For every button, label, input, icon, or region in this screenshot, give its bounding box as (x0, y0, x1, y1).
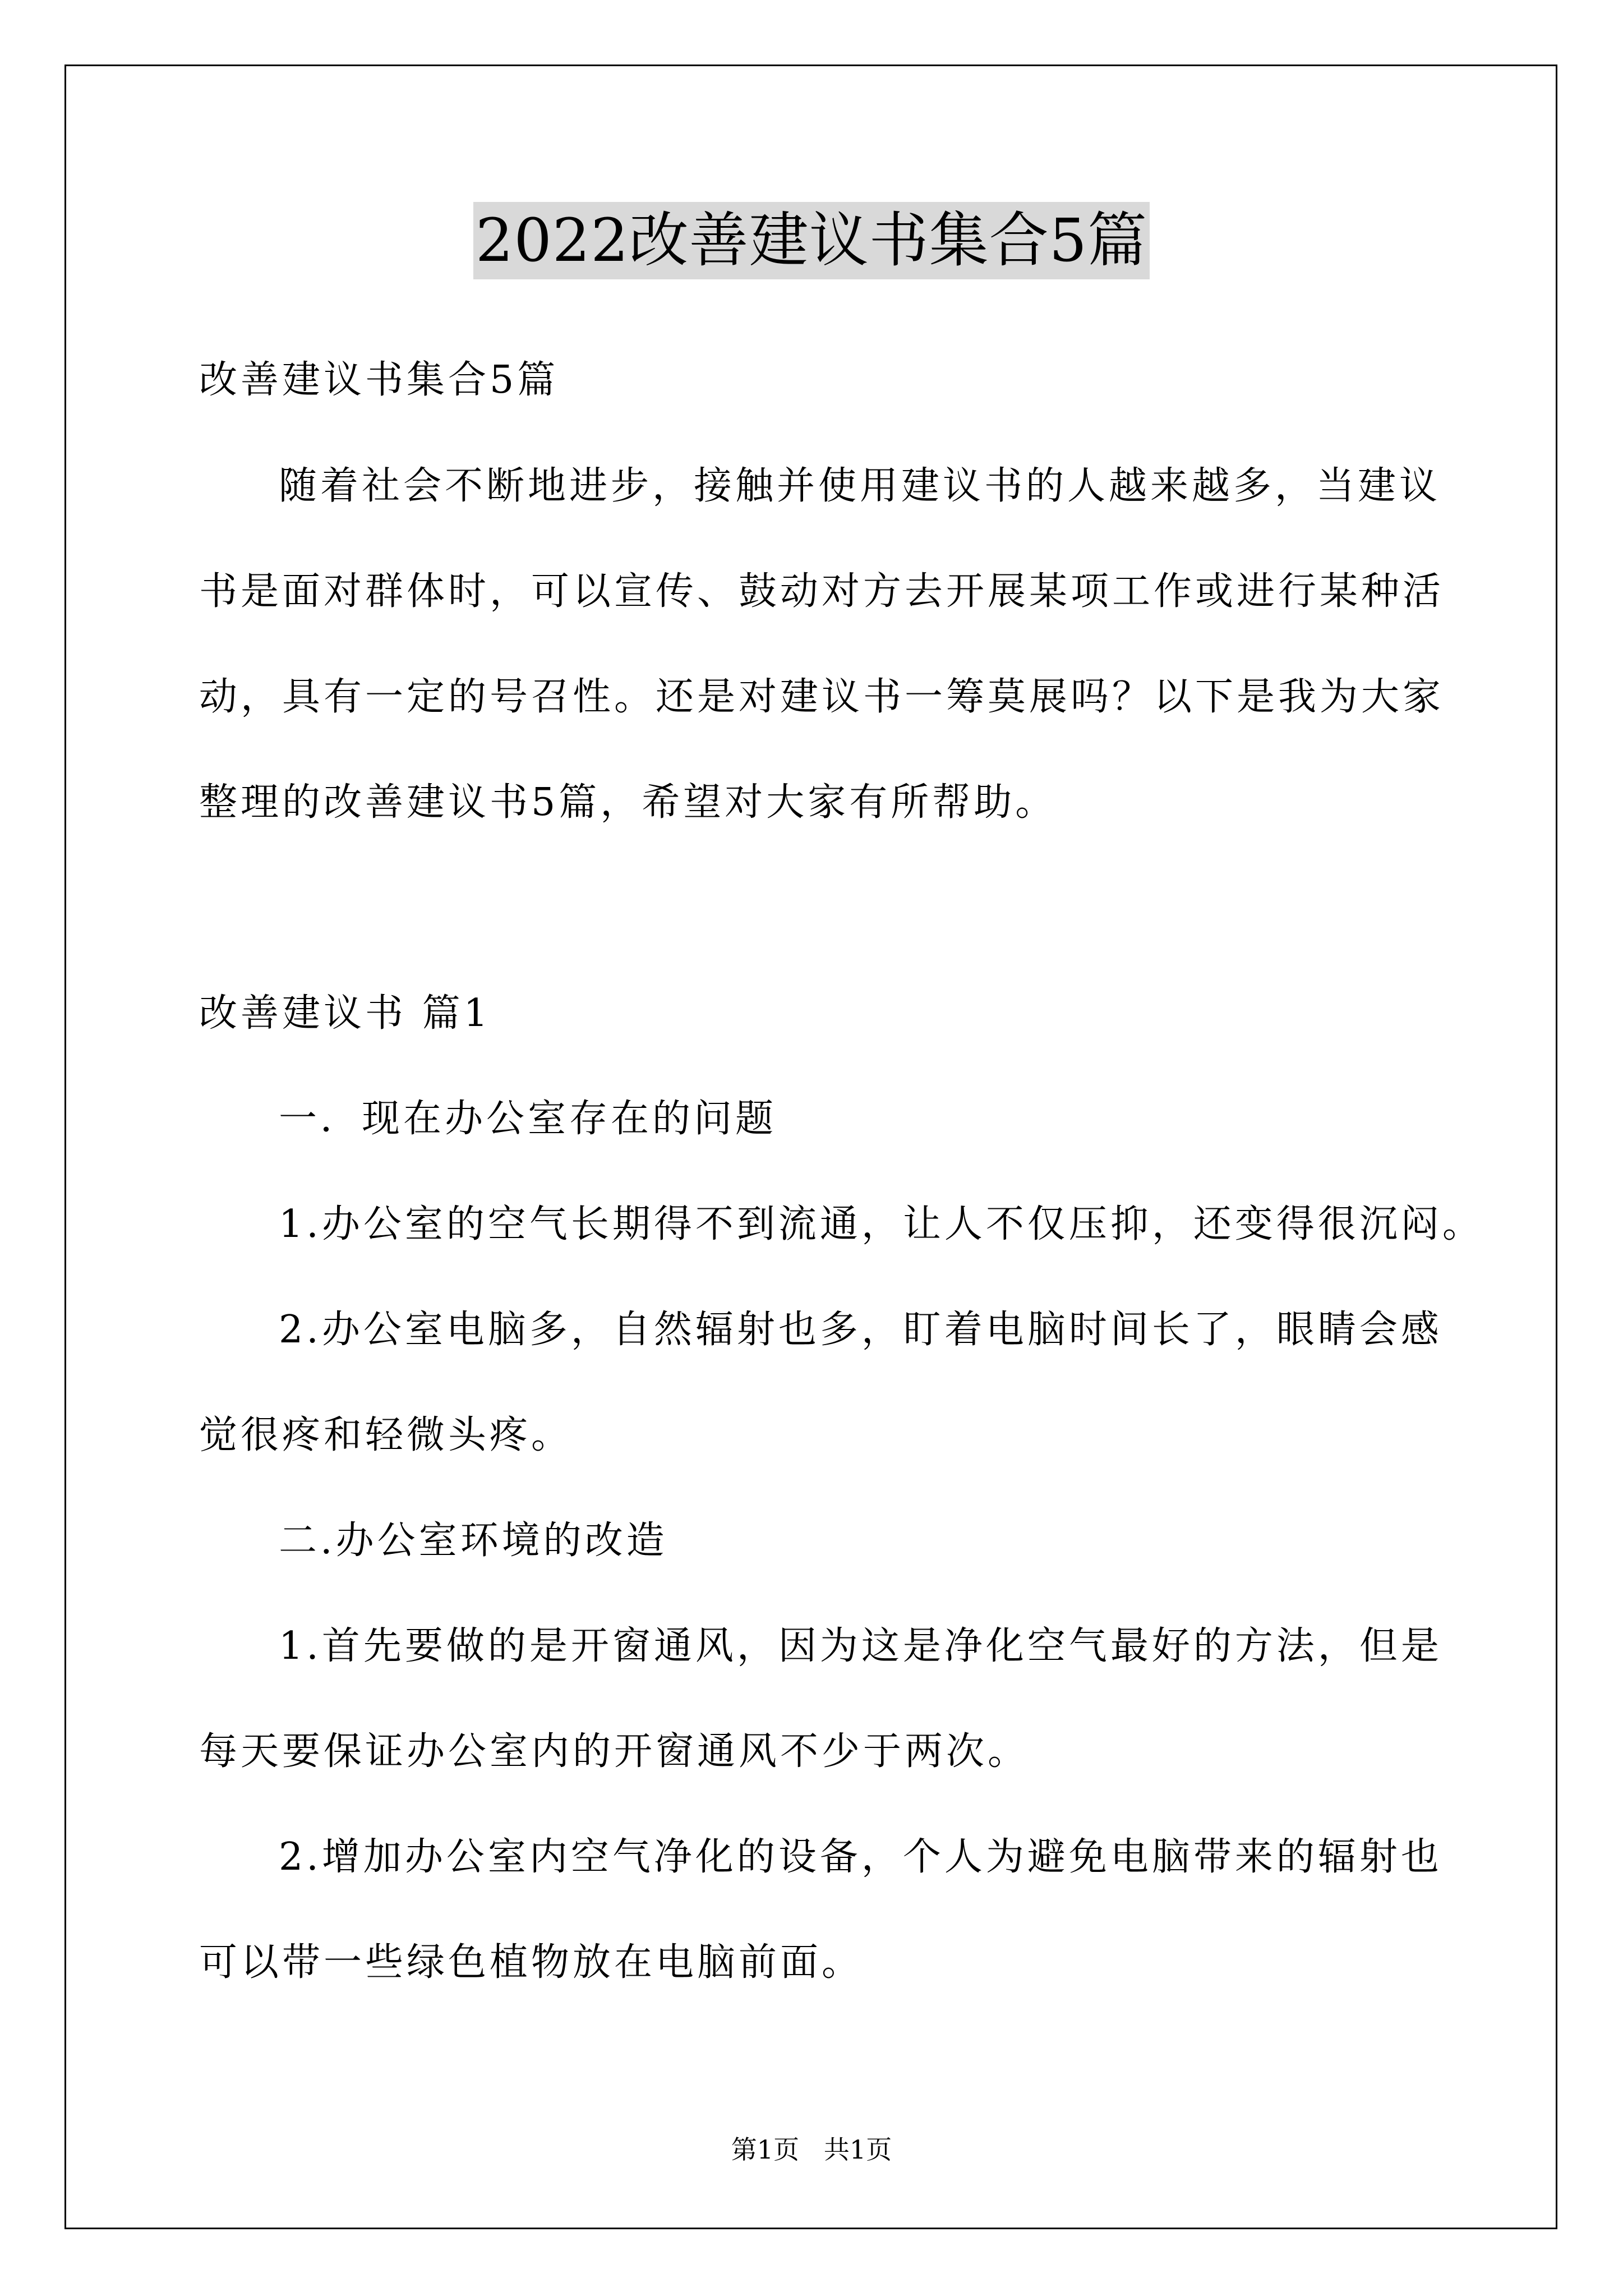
body-line-1: 一．现在办公室存在的问题 (279, 1097, 777, 1141)
intro-line-2: 书是面对群体时，可以宣传、鼓动对方去开展某项工作或进行某种活 (199, 569, 1445, 614)
section-heading: 改善建议书 篇1 (199, 991, 491, 1036)
intro-line-4: 整理的改善建议书5篇，希望对大家有所帮助。 (199, 780, 1057, 825)
page-indicator: 第1页 共1页 (731, 2134, 892, 2165)
intro-line-1: 随着社会不断地进步，接触并使用建议书的人越来越多，当建议 (279, 464, 1441, 508)
body-line-5: 二.办公室环境的改造 (279, 1519, 668, 1563)
intro-line-3: 动，具有一定的号召性。还是对建议书一筹莫展吗？以下是我为大家 (199, 675, 1445, 719)
body-line-6: 1.首先要做的是开窗通风，因为这是净化空气最好的方法，但是 (279, 1624, 1442, 1668)
body-line-4: 觉很疼和轻微头疼。 (199, 1413, 573, 1457)
document-title: 2022改善建议书集合5篇 (473, 202, 1150, 279)
body-line-3: 2.办公室电脑多，自然辐射也多，盯着电脑时间长了，眼睛会感 (279, 1308, 1442, 1352)
body-line-7: 每天要保证办公室内的开窗通风不少于两次。 (199, 1729, 1030, 1774)
title-container (0, 202, 1623, 279)
document-subtitle: 改善建议书集合5篇 (199, 358, 559, 402)
body-line-8: 2.增加办公室内空气净化的设备，个人为避免电脑带来的辐射也 (279, 1835, 1442, 1879)
body-line-2: 1.办公室的空气长期得不到流通，让人不仅压抑，还变得很沉闷。 (279, 1202, 1484, 1246)
body-line-9: 可以带一些绿色植物放在电脑前面。 (199, 1940, 864, 1985)
